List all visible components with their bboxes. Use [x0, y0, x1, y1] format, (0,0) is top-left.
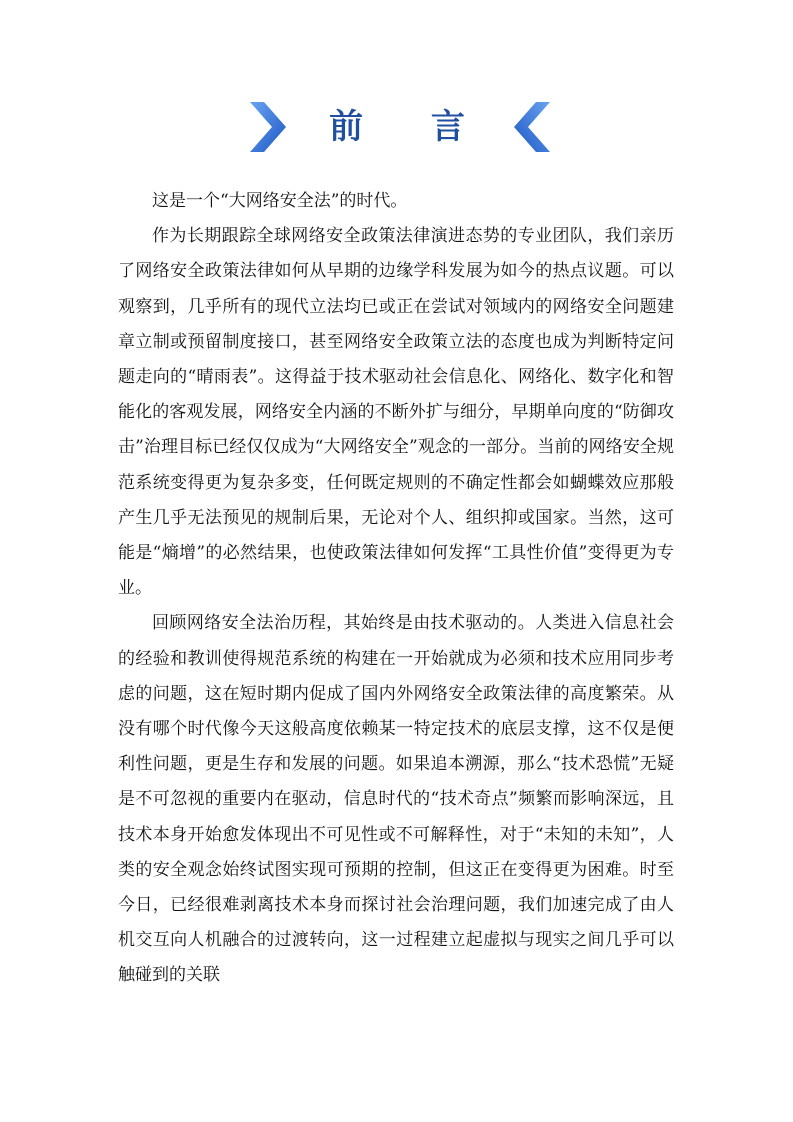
preface-body: [118, 184, 674, 994]
page-title: 前 言: [329, 107, 493, 147]
paragraph: 回顾网络安全法治历程，其始终是由技术驱动的。人类进入信息社会的经验和教训使得规范系统的构建在一开始就成为必须和技术应用同步考虑的问题，这在短时期内促成了国内外网络安全政策法律的高度繁荣。从没有哪个时代像今天这般高度依赖某一特定技术的底层支撑，这不仅是便利性问题，更是生存和发展的问题。如果追本溯源，那么“技术恐慌”无疑是不可忽视的重要内在驱动，信息时代的“技术奇点”频繁而影响深远，且技术本身开始愈发体现出不可见性或不可解释性，对于“未知的未知”，人类的安全观念始终试图实现可预期的控制，但这正在变得更为困难。时至今日，已经很难剥离技术本身而探讨社会治理问题，我们加速完成了由人机交互向人机融合的过渡转向，这一过程建立起虚拟与现实之间几乎可以触碰到的关联: [118, 613, 674, 986]
chevron-right-icon: [248, 100, 288, 154]
paragraph: 作为长期跟踪全球网络安全政策法律演进态势的专业团队，我们亲历了网络安全政策法律如何从早期的边缘学科发展为如今的热点议题。可以观察到，几乎所有的现代立法均已或正在尝试对领域内的网络安全问题建章立制或预留制度接口，甚至网络安全政策立法的态度也成为判断特定问题走向的“晴雨表”。这得益于技术驱动社会信息化、网络化、数字化和智能化的客观发展，网络安全内涵的不断外扩与细分，早期单向度的“防御攻击”治理目标已经仅仅成为“大网络安全”观念的一部分。当前的网络安全规范系统变得更为复杂多变，任何既定规则的不确定性都会如蝴蝶效应那般产生几乎无法预见的规制后果，无论对个人、组织抑或国家。当然，这可能是“熵增”的必然结果，也使政策法律如何发挥“工具性价值”变得更为专业。: [118, 226, 674, 599]
chevron-left-icon: [512, 100, 552, 154]
paragraph: 这是一个“大网络安全法”的时代。: [152, 191, 408, 211]
heading-row: [0, 100, 793, 154]
